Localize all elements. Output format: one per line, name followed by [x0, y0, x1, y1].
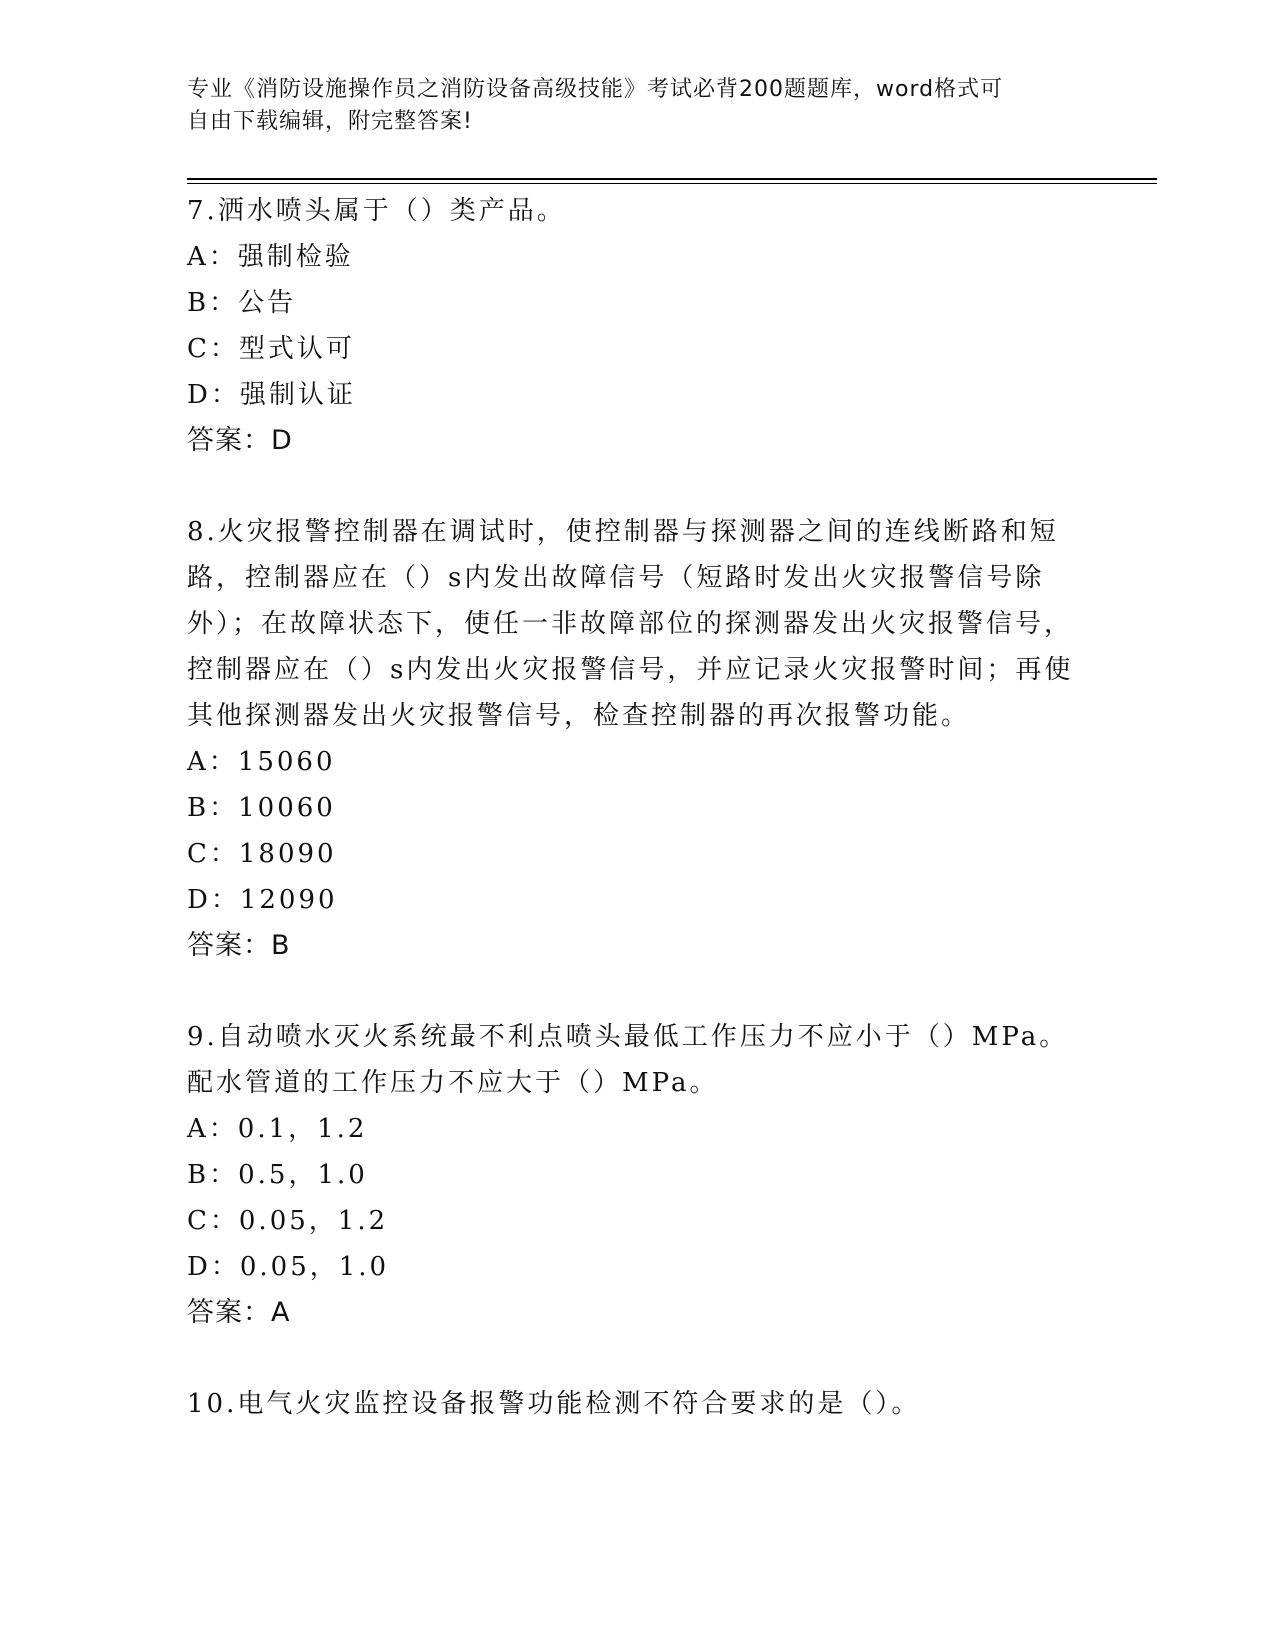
header-line-2: 自由下载编辑，附完整答案!	[187, 109, 473, 134]
option-a: A：15060	[187, 747, 336, 777]
option-d: D：强制认证	[187, 380, 356, 410]
question-9	[187, 1014, 1087, 1336]
option-c: C：18090	[187, 839, 337, 869]
option-b: B：0.5，1.0	[187, 1160, 368, 1190]
question-list	[187, 188, 1087, 1472]
option-d: D：12090	[187, 885, 338, 915]
question-7	[187, 188, 1087, 464]
header-line-1: 专业《消防设施操作员之消防设备高级技能》考试必背200题题库，word格式可	[187, 77, 1004, 102]
header-divider-thick	[187, 178, 1157, 180]
document-header	[187, 74, 1067, 138]
question-text: 7.洒水喷头属于（）类产品。	[187, 196, 566, 226]
option-c: C：型式认可	[187, 334, 355, 364]
answer: 答案：D	[187, 425, 293, 456]
option-c: C：0.05，1.2	[187, 1206, 389, 1236]
answer: 答案：A	[187, 1297, 291, 1328]
option-b: B：10060	[187, 793, 336, 823]
header-divider-thin	[187, 183, 1157, 184]
question-8	[187, 509, 1087, 969]
question-text: 10.电气火灾监控设备报警功能检测不符合要求的是（）。	[187, 1389, 921, 1419]
option-d: D：0.05，1.0	[187, 1252, 390, 1282]
option-b: B：公告	[187, 288, 297, 318]
question-text: 8.火灾报警控制器在调试时，使控制器与探测器之间的连线断路和短路，控制器应在（）s内发出故障信号（短路时发出火灾报警信号除外）；在故障状态下，使任一非故障部位的探测器发出火灾报警信号，控制器应在（）s内发出火灾报警信号，并应记录火灾报警时间；再使其他探测器发出火灾报警信号，检查控制器的再次报警功能。	[187, 517, 1074, 731]
option-a: A：0.1，1.2	[187, 1114, 368, 1144]
question-10	[187, 1381, 1087, 1427]
question-text: 9.自动喷水灭火系统最不利点喷头最低工作压力不应小于（）MPa。配水管道的工作压力不应大于（）MPa。	[187, 1022, 1069, 1098]
answer: 答案：B	[187, 930, 291, 961]
option-a: A：强制检验	[187, 242, 354, 272]
